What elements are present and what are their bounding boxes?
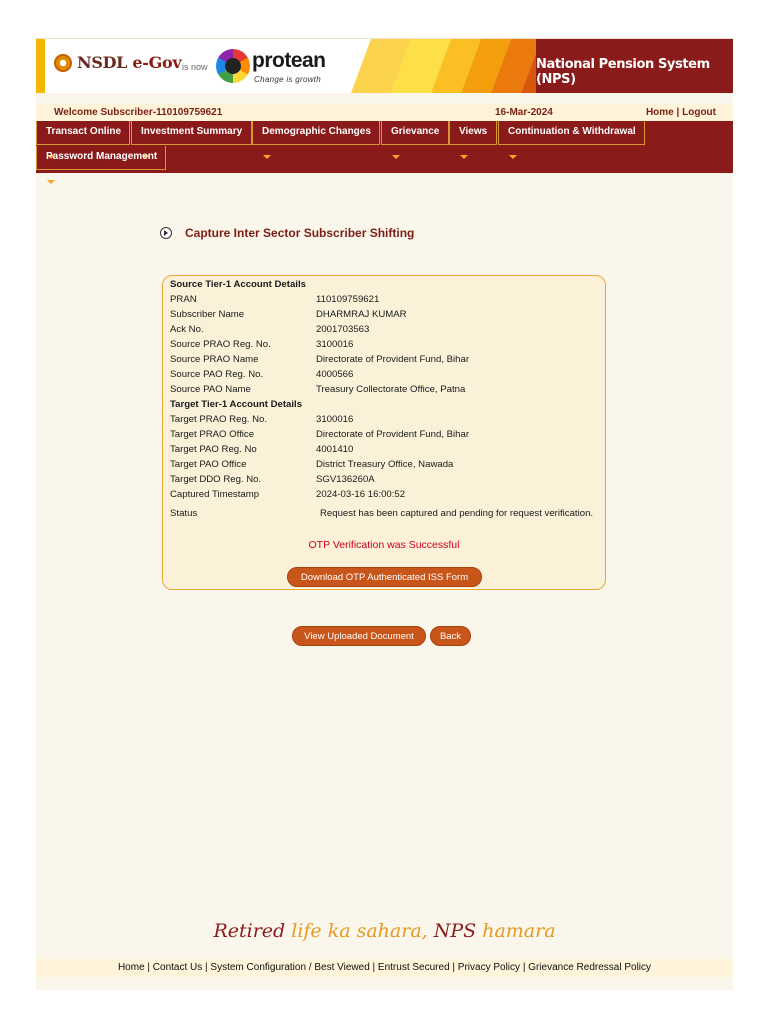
link-separator: | — [676, 107, 680, 118]
detail-label: Ack No. — [170, 324, 204, 335]
detail-label: Source PAO Name — [170, 384, 251, 395]
chevron-down-icon — [509, 155, 517, 159]
home-link[interactable]: Home — [645, 107, 674, 118]
tagline-part: hamara — [482, 920, 556, 942]
footer-separator: | — [202, 962, 211, 973]
chevron-down-icon — [460, 155, 468, 159]
egov-word: e-Gov — [132, 53, 182, 72]
footer-separator: | — [144, 962, 153, 973]
account-links — [646, 107, 716, 118]
tagline-part: life ka sahara, — [291, 920, 434, 942]
logout-link[interactable]: Logout — [682, 107, 716, 118]
protean-name: protean — [252, 49, 326, 72]
menu-demographic-changes[interactable] — [252, 121, 380, 145]
status-value: Request has been captured and pending for request verification. — [320, 508, 594, 519]
detail-value: SGV136260A — [316, 474, 375, 485]
detail-label: Source PRAO Reg. No. — [170, 339, 271, 350]
source-section-heading: Source Tier-1 Account Details — [170, 279, 306, 290]
page-container — [36, 38, 733, 990]
menu-grievance[interactable] — [381, 121, 449, 145]
detail-label: Captured Timestamp — [170, 489, 260, 500]
footer-link-home[interactable]: Home — [117, 962, 145, 973]
menu-label: Transact Online — [46, 126, 122, 137]
current-date: 16-Mar-2024 — [495, 107, 553, 118]
chevron-down-icon — [392, 155, 400, 159]
arrow-circle-icon — [160, 227, 172, 239]
detail-value: 3100016 — [316, 414, 354, 425]
main-menu — [36, 121, 733, 173]
detail-label: Subscriber Name — [170, 309, 245, 320]
detail-value: District Treasury Office, Nawada — [316, 459, 454, 470]
menu-label: Demographic Changes — [262, 126, 371, 137]
welcome-text: Welcome Subscriber-110109759621 — [54, 107, 223, 118]
detail-value: Directorate of Provident Fund, Bihar — [316, 354, 470, 365]
nps-title-box — [536, 39, 733, 93]
detail-value: Treasury Collectorate Office, Patna — [316, 384, 466, 395]
back-button[interactable]: Back — [430, 626, 471, 646]
protean-logo-icon — [216, 49, 250, 83]
footer-link-contact[interactable]: Contact Us — [152, 962, 203, 973]
nps-tagline — [36, 920, 733, 942]
nps-title: National Pension System (NPS) — [536, 57, 710, 87]
menu-label: Investment Summary — [141, 126, 243, 137]
nsdl-word: NSDL — [77, 53, 133, 72]
detail-value: 2024-03-16 16:00:52 — [316, 489, 406, 500]
detail-value: 4000566 — [316, 369, 354, 380]
detail-value: 3100016 — [316, 339, 354, 350]
menu-investment-summary[interactable] — [131, 121, 252, 145]
welcome-bar — [36, 104, 733, 121]
page-title: Capture Inter Sector Subscriber Shifting — [185, 226, 415, 240]
menu-label: Password Management — [46, 151, 158, 162]
menu-password-management[interactable] — [36, 146, 166, 170]
footer-link-grievance-policy[interactable]: Grievance Redressal Policy — [528, 962, 652, 973]
status-label: Status — [170, 508, 198, 519]
detail-label: Source PAO Reg. No. — [170, 369, 264, 380]
menu-label: Grievance — [391, 126, 440, 137]
detail-label: Target PAO Reg. No — [170, 444, 257, 455]
detail-value: 4001410 — [316, 444, 354, 455]
view-uploaded-document-button[interactable]: View Uploaded Document — [292, 626, 426, 646]
is-now-text: is now — [182, 62, 208, 72]
detail-label: Target PRAO Office — [170, 429, 255, 440]
detail-value: Directorate of Provident Fund, Bihar — [316, 429, 470, 440]
menu-label: Continuation & Withdrawal — [508, 126, 636, 137]
footer-links — [36, 959, 733, 977]
header-banner — [36, 38, 733, 93]
page-heading — [160, 226, 414, 240]
footer-separator: | — [369, 962, 378, 973]
menu-transact-online[interactable] — [36, 121, 130, 145]
footer-link-privacy[interactable]: Privacy Policy — [457, 962, 521, 973]
download-iss-form-button[interactable]: Download OTP Authenticated ISS Form — [287, 567, 482, 587]
detail-value: 2001703563 — [316, 324, 370, 335]
nsdl-sun-icon — [54, 54, 72, 72]
detail-label: Source PRAO Name — [170, 354, 259, 365]
protean-tagline: Change is growth — [254, 75, 322, 84]
otp-success-message: OTP Verification was Successful — [308, 539, 460, 551]
menu-label: Views — [459, 126, 488, 137]
menu-continuation-withdrawal[interactable] — [498, 121, 645, 145]
detail-value: DHARMRAJ KUMAR — [316, 309, 407, 320]
nsdl-logo-text — [77, 53, 181, 72]
target-section-heading: Target Tier-1 Account Details — [170, 399, 303, 410]
details-panel — [162, 275, 606, 590]
detail-label: Target DDO Reg. No. — [170, 474, 262, 485]
footer-separator: | — [520, 962, 529, 973]
detail-value: 110109759621 — [316, 294, 380, 305]
detail-label: Target PRAO Reg. No. — [170, 414, 268, 425]
chevron-down-icon — [47, 180, 55, 184]
chevron-down-icon — [263, 155, 271, 159]
detail-label: Target PAO Office — [170, 459, 247, 470]
detail-label: PRAN — [170, 294, 197, 305]
footer-link-entrust[interactable]: Entrust Secured — [377, 962, 450, 973]
footer-link-system-config[interactable]: System Configuration / Best Viewed — [210, 962, 370, 973]
footer-separator: | — [449, 962, 458, 973]
menu-views[interactable] — [449, 121, 497, 145]
tagline-part: NPS — [433, 920, 483, 942]
tagline-part: Retired — [213, 920, 292, 942]
nsdl-logo — [54, 53, 181, 72]
banner-accent-bar — [36, 39, 45, 93]
